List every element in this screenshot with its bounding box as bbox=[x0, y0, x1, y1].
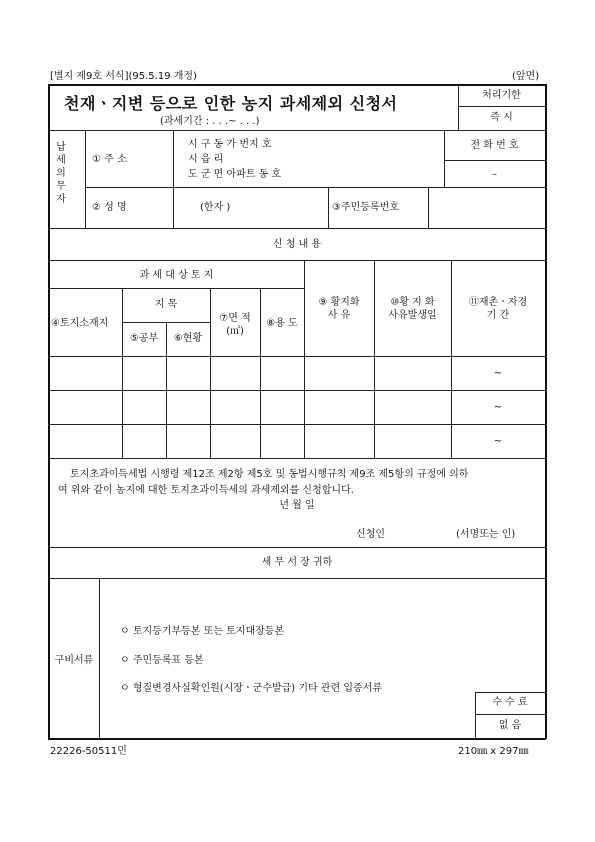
form-title: 천재ㆍ지변 등으로 인한 농지 과세제외 신청서 bbox=[64, 94, 398, 113]
statement-line-2: 여 위와 같이 농지에 대한 토지초과이득세의 과세제외를 신청합니다. bbox=[58, 485, 354, 496]
address-line-3[interactable]: 도 군 면 아파트 동 호 bbox=[188, 169, 282, 180]
document-item: ㅇ 형질변경사실확인원(시장ㆍ군수발급) 기타 관련 입증서류 bbox=[120, 683, 383, 694]
table-row-period[interactable]: ~ bbox=[493, 402, 503, 413]
col-jimok: 지 목 bbox=[154, 299, 178, 310]
address-line-2[interactable]: 시 읍 리 bbox=[188, 154, 224, 165]
signature-field[interactable]: (서명또는 인) bbox=[456, 529, 516, 540]
processing-value: 즉 시 bbox=[490, 112, 513, 123]
form-number: [별지 제9호 서식](95.5.19 개정) bbox=[50, 71, 197, 82]
table-row-period[interactable]: ~ bbox=[493, 436, 503, 447]
name-hanja[interactable]: (한자 ) bbox=[200, 202, 231, 213]
taxpayer-section-label: 납 세 의 무 자 bbox=[56, 142, 66, 205]
statement-line-1: 토지초과이득세법 시행령 제12조 제2항 제5호 및 동법시행규칙 제9조 제5항의 규정에 의하 bbox=[70, 469, 469, 480]
documents-label: 구비서류 bbox=[54, 655, 94, 666]
name-label: ② 성 명 bbox=[92, 202, 127, 213]
col-reason-2: 사 유 bbox=[327, 310, 351, 321]
form-code: 22226-50511민 bbox=[50, 746, 127, 757]
fee-value: 없 음 bbox=[498, 720, 522, 731]
col-location: ④토지소재지 bbox=[51, 318, 109, 329]
applicant-label: 신청인 bbox=[356, 529, 385, 540]
fee-label: 수 수 료 bbox=[492, 697, 528, 708]
table-row-period[interactable]: ~ bbox=[493, 368, 503, 379]
addressee: 세 무 서 장 귀하 bbox=[261, 557, 333, 568]
col-reason: ⑨ 황지화 bbox=[318, 297, 360, 308]
col-date-2: 사유발생일 bbox=[388, 310, 437, 321]
side-label: (앞면) bbox=[512, 71, 540, 82]
phone-value[interactable]: – bbox=[492, 169, 497, 180]
col-date: ⑩황 지 화 bbox=[390, 297, 435, 308]
col-period-2: 기 간 bbox=[486, 310, 510, 321]
target-land-header: 과 세 대 상 토 지 bbox=[139, 270, 214, 281]
tax-period: (과세기간 : . . .~ . . .) bbox=[160, 116, 260, 127]
document-item: ㅇ 주민등록표 등본 bbox=[120, 655, 204, 666]
col-current: ⑥현황 bbox=[173, 333, 203, 344]
address-label: ① 주 소 bbox=[92, 154, 127, 165]
col-period: ⑪재촌ㆍ자경 bbox=[468, 297, 528, 308]
phone-label: 전 화 번 호 bbox=[470, 140, 519, 151]
paper-size: 210㎜ x 297㎜ bbox=[458, 746, 529, 757]
col-area-unit: (㎡) bbox=[226, 326, 244, 337]
request-section-title: 신 청 내 용 bbox=[272, 239, 322, 250]
col-use: ⑧용 도 bbox=[266, 318, 298, 329]
document-item: ㅇ 토지등기부등본 또는 토지대장등본 bbox=[120, 626, 285, 637]
col-area: ⑦면 적 bbox=[219, 313, 251, 324]
address-line-1[interactable]: 시 구 동 가 번지 호 bbox=[188, 139, 272, 150]
processing-label: 처리기한 bbox=[482, 90, 521, 101]
statement-date[interactable]: 년 월 일 bbox=[279, 500, 315, 511]
rrn-label: ③주민등록번호 bbox=[332, 202, 399, 213]
col-register: ⑤공부 bbox=[129, 333, 159, 344]
